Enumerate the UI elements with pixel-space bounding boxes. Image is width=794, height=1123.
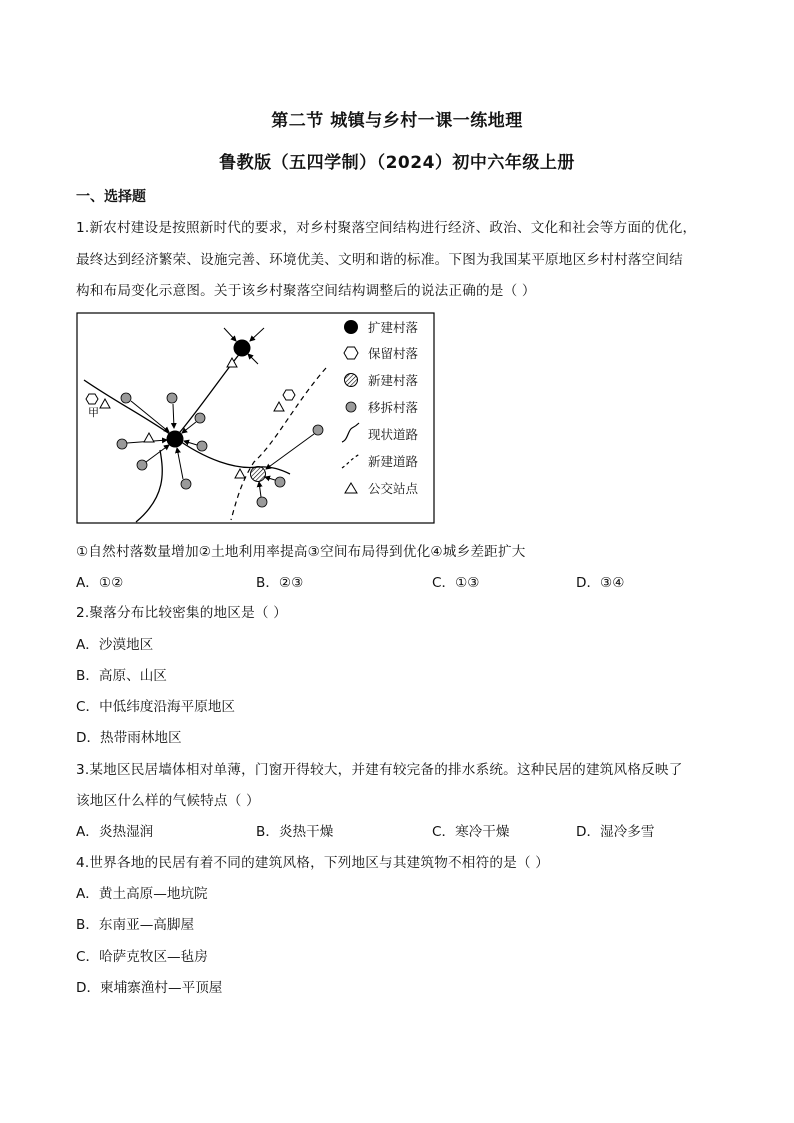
q4-option-c[interactable]: C．哈萨克牧区—毡房 <box>76 949 208 965</box>
legend-label: 扩建村落 <box>368 320 419 335</box>
q2-option-c[interactable]: C．中低纬度沿海平原地区 <box>76 699 236 715</box>
preserved-village <box>283 390 295 400</box>
q1-stem-line-2: 最终达到经济繁荣、设施完善、环境优美、文明和谐的标准。下图为我国某平原地区乡村村落空间结 <box>76 252 683 268</box>
q2-option-b[interactable]: B．高原、山区 <box>76 668 167 684</box>
document-title: 第二节 城镇与乡村一课一练地理 <box>271 111 523 131</box>
legend-label: 新建村落 <box>368 373 419 388</box>
q4-option-d[interactable]: D．柬埔寨渔村—平顶屋 <box>76 980 223 996</box>
q1-option-d[interactable]: D．③④ <box>576 575 625 591</box>
section-heading: 一、选择题 <box>76 189 146 205</box>
legend-preserved-icon <box>344 347 358 359</box>
place-label-jia: 甲 <box>88 406 99 419</box>
q2-option-d[interactable]: D．热带雨林地区 <box>76 730 182 746</box>
q3-stem-line-1: 3.某地区民居墙体相对单薄，门窗开得较大，并建有较完备的排水系统。这种民居的建筑风格反映了 <box>76 762 683 778</box>
legend-expanded-icon <box>344 320 358 334</box>
legend-label: 保留村落 <box>368 346 419 361</box>
legend-label: 新建道路 <box>368 454 419 469</box>
q4-option-b[interactable]: B．东南亚—高脚屋 <box>76 917 195 933</box>
village-layout-map <box>76 312 436 526</box>
q1-stem-line-3: 构和布局变化示意图。关于该乡村聚落空间结构调整后的说法正确的是（ ） <box>76 283 536 299</box>
legend-label: 公交站点 <box>368 481 419 496</box>
expanded-village <box>167 431 184 448</box>
q4-option-a[interactable]: A．黄土高原—地坑院 <box>76 886 208 902</box>
q3-stem-line-2: 该地区什么样的气候特点（ ） <box>76 793 260 809</box>
legend-label: 移拆村落 <box>368 400 419 415</box>
q3-option-b[interactable]: B．炎热干燥 <box>256 824 334 840</box>
legend-label: 现状道路 <box>368 427 419 442</box>
q2-option-a[interactable]: A．沙漠地区 <box>76 637 154 653</box>
expanded-village <box>234 340 251 357</box>
document-subtitle: 鲁教版（五四学制）（2024）初中六年级上册 <box>219 153 575 173</box>
legend-new-village-icon <box>345 374 358 387</box>
q1-option-a[interactable]: A．①② <box>76 575 124 591</box>
q1-option-b[interactable]: B．②③ <box>256 575 304 591</box>
q3-option-c[interactable]: C．寒冷干燥 <box>432 824 510 840</box>
preserved-village <box>86 394 98 404</box>
q2-stem: 2.聚落分布比较密集的地区是（ ） <box>76 605 288 621</box>
q1-statements: ①自然村落数量增加②土地利用率提高③空间布局得到优化④城乡差距扩大 <box>76 544 526 560</box>
q4-stem: 4.世界各地的民居有着不同的建筑风格，下列地区与其建筑物不相符的是（ ） <box>76 855 550 871</box>
q1-option-c[interactable]: C．①③ <box>432 575 480 591</box>
legend-relocated-icon <box>346 402 356 412</box>
q3-option-a[interactable]: A．炎热湿润 <box>76 824 154 840</box>
new-village <box>251 467 266 482</box>
q1-stem-line-1: 1.新农村建设是按照新时代的要求，对乡村聚落空间结构进行经济、政治、文化和社会等方面的优化， <box>76 220 697 236</box>
q3-option-d[interactable]: D．湿冷多雪 <box>576 824 655 840</box>
